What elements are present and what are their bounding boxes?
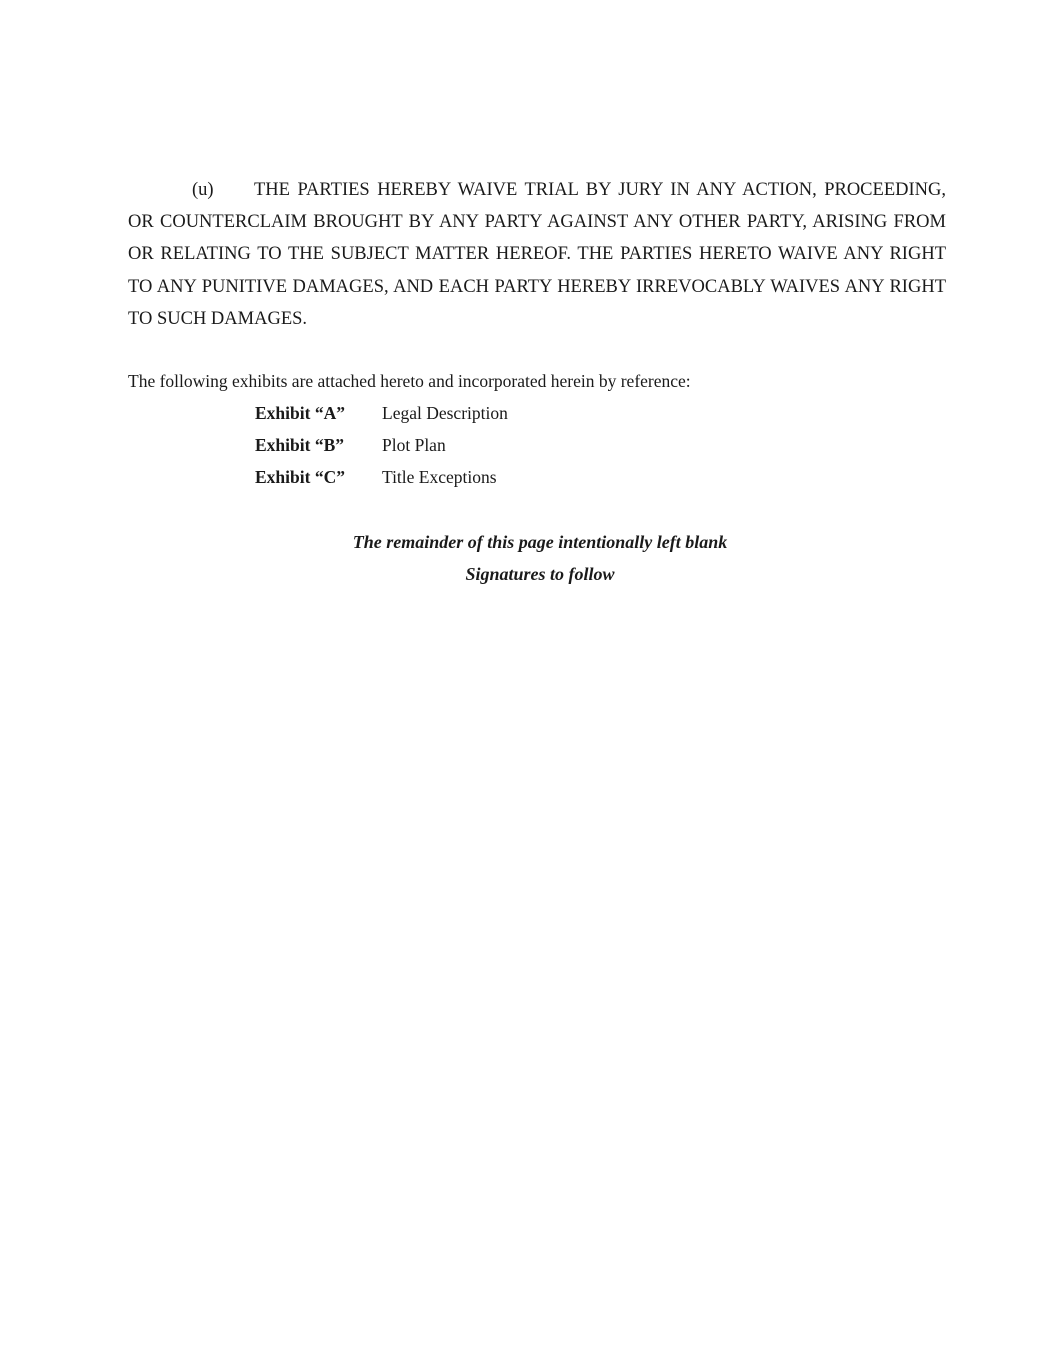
exhibit-row: [255, 431, 508, 463]
signatures-notice: Signatures to follow: [465, 564, 615, 584]
exhibit-row: [255, 399, 508, 431]
exhibit-label: Exhibit “C”: [255, 467, 345, 487]
jury-waiver-clause: [128, 174, 946, 335]
exhibits-intro: The following exhibits are attached hereto and incorporated herein by reference:: [128, 371, 691, 391]
exhibit-row: [255, 463, 508, 495]
exhibit-description: Legal Description: [382, 403, 508, 423]
blank-page-notice: The remainder of this page intentionally left blank: [352, 532, 728, 552]
exhibit-label: Exhibit “B”: [255, 435, 344, 455]
exhibit-label: Exhibit “A”: [255, 403, 345, 423]
exhibit-description: Title Exceptions: [382, 467, 497, 487]
exhibit-list: [255, 399, 508, 495]
clause-text: THE PARTIES HEREBY WAIVE TRIAL BY JURY IN ANY ACTION, PROCEEDING, OR COUNTERCLAIM BROUGHT BY ANY PARTY AGAINST ANY OTHER PARTY, ARISING FROM OR RELATING TO THE SUBJECT MATTER HEREOF. THE PARTIES HERETO WAIVE ANY RIGHT TO ANY PUNITIVE DAMAGES, AND EACH PARTY HEREBY IRREVOCABLY WAIVES ANY RIGHT TO SUCH DAMAGES.: [128, 180, 946, 329]
clause-marker: (u): [192, 180, 214, 200]
exhibit-description: Plot Plan: [382, 435, 446, 455]
